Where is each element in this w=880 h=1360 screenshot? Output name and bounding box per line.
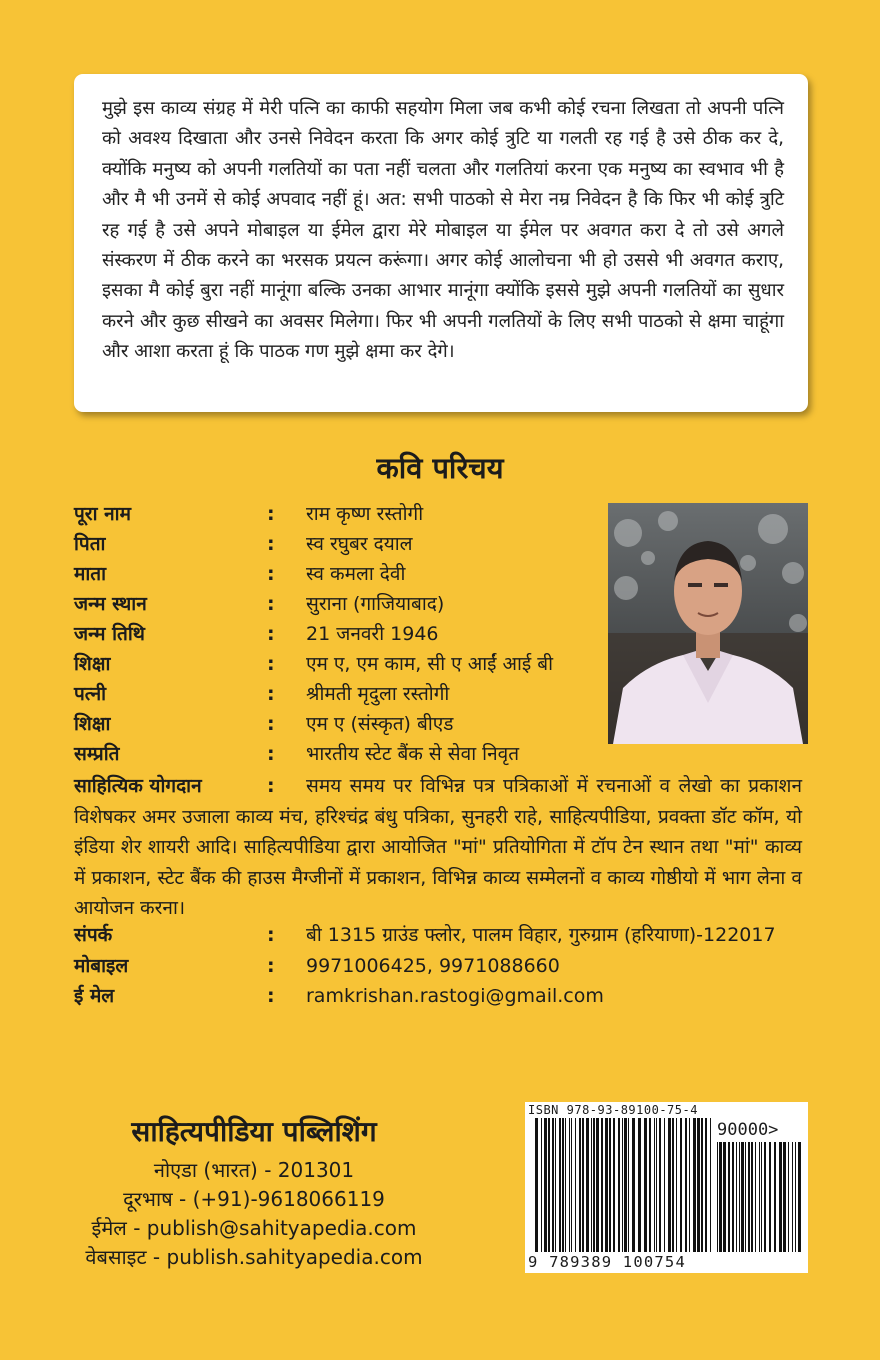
barcode-bar bbox=[689, 1118, 690, 1252]
barcode-bar bbox=[654, 1118, 655, 1252]
barcode-bar bbox=[628, 1118, 629, 1252]
barcode-bar bbox=[535, 1118, 538, 1252]
barcode-bar bbox=[659, 1118, 661, 1252]
profile-colon: : bbox=[267, 653, 275, 675]
profile-value: श्रीमती मृदुला रस्तोगी bbox=[306, 683, 450, 705]
profile-label: सम्प्रति bbox=[74, 743, 120, 765]
publisher-phone: दूरभाष - (+91)-9618066119 bbox=[123, 1187, 385, 1211]
profile-value: एम ए, एम काम, सी ए आईं आई बी bbox=[306, 653, 554, 675]
addon-bars bbox=[717, 1142, 801, 1252]
contribution-colon: : bbox=[267, 775, 275, 797]
barcode-bar bbox=[705, 1118, 707, 1252]
barcode-bar bbox=[788, 1142, 789, 1252]
barcode-bar bbox=[755, 1142, 756, 1252]
publisher-city: नोएडा (भारत) - 201301 bbox=[153, 1158, 355, 1182]
barcode-bar bbox=[593, 1118, 595, 1252]
barcode-bar bbox=[745, 1142, 746, 1252]
profile-colon: : bbox=[267, 743, 275, 765]
profile-label: माता bbox=[74, 563, 107, 585]
contact-colon: : bbox=[267, 985, 275, 1007]
contact-label: ई मेल bbox=[74, 985, 115, 1007]
barcode-bar bbox=[676, 1118, 677, 1252]
barcode-bar bbox=[672, 1118, 674, 1252]
contact-colon: : bbox=[267, 955, 275, 977]
barcode-bar bbox=[632, 1118, 635, 1252]
barcode-bar bbox=[601, 1118, 603, 1252]
barcode-bar bbox=[555, 1118, 556, 1252]
profile-value: सुराना (गाजियाबाद) bbox=[306, 593, 445, 615]
barcode-bar bbox=[565, 1118, 566, 1252]
barcode-bar bbox=[774, 1142, 776, 1252]
barcode-bar bbox=[541, 1118, 542, 1252]
barcode-bar bbox=[717, 1142, 718, 1252]
contact-label: संपर्क bbox=[74, 924, 113, 946]
intro-box bbox=[74, 74, 808, 412]
barcode-bar bbox=[644, 1118, 647, 1252]
profile-colon: : bbox=[267, 713, 275, 735]
barcode-bar bbox=[562, 1118, 564, 1252]
contribution-label: साहित्यिक योगदान bbox=[74, 775, 202, 797]
barcode-bar bbox=[579, 1118, 581, 1252]
barcode-bar bbox=[719, 1142, 722, 1252]
profile-label: जन्म तिथि bbox=[74, 623, 145, 645]
barcode-bar bbox=[680, 1118, 682, 1252]
barcode-bar bbox=[795, 1142, 796, 1252]
barcode-bar bbox=[751, 1142, 753, 1252]
profile-label: पिता bbox=[74, 533, 106, 555]
publisher-email: ईमेल - publish@sahityapedia.com bbox=[91, 1216, 417, 1240]
barcode-bar bbox=[575, 1118, 576, 1252]
barcode-bar bbox=[624, 1118, 627, 1252]
barcode-bar bbox=[769, 1142, 771, 1252]
ean-bars bbox=[535, 1118, 713, 1252]
barcode-bar bbox=[741, 1142, 744, 1252]
barcode-bar bbox=[792, 1142, 793, 1252]
barcode-bar bbox=[697, 1118, 700, 1252]
profile-colon: : bbox=[267, 593, 275, 615]
barcode-bar bbox=[748, 1142, 750, 1252]
publisher-name: साहित्यपीडिया पब्लिशिंग bbox=[131, 1115, 377, 1148]
barcode-bar bbox=[618, 1118, 620, 1252]
ean-number: 9 789389 100754 bbox=[528, 1253, 686, 1271]
barcode-bar bbox=[764, 1142, 766, 1252]
publisher-block bbox=[74, 1112, 434, 1272]
price-code: 90000> bbox=[717, 1120, 779, 1140]
barcode-bar bbox=[544, 1118, 547, 1252]
profile-colon: : bbox=[267, 503, 275, 525]
barcode-bar bbox=[569, 1118, 570, 1252]
barcode-bar bbox=[761, 1142, 762, 1252]
barcode-bar bbox=[779, 1142, 782, 1252]
barcode-bar bbox=[638, 1118, 641, 1252]
barcode-bar bbox=[710, 1118, 711, 1252]
barcode-bar bbox=[622, 1118, 623, 1252]
poet-intro-heading: कवि परिचय bbox=[376, 451, 504, 485]
publisher-website: वेबसाइट - publish.sahityapedia.com bbox=[85, 1245, 423, 1269]
barcode-bar bbox=[591, 1118, 592, 1252]
profile-label: पूरा नाम bbox=[74, 503, 131, 525]
profile-colon: : bbox=[267, 623, 275, 645]
profile-label: पत्नी bbox=[74, 683, 107, 705]
barcode-bar bbox=[685, 1118, 687, 1252]
barcode-bar bbox=[664, 1118, 665, 1252]
intro-paragraph: मुझे इस काव्य संग्रह में मेरी पत्नि का काफी सहयोग मिला जब कभी कोई रचना लिखता तो अपनी पत्नि को अवश्य दिखाता और उनसे निवेदन करता कि अगर कोई त्रुटि या गलती रह गई है उसे ठीक कर दे, क्योंकि मनुष्य को अपनी गलतियों का पता नहीं चलता और गलतियां करना एक मनुष्य का स्वभाव भी है और मै भी उनमें से कोई अपवाद नहीं हूं। अत: सभी पाठको से मेरा नम्र निवेदन है कि फिर भी कोई त्रुटि रह गई है उसे अपने मोबाइल या ईमेल द्वारा मेरे मोबाइल या ईमेल पर अवगत करा दे तो उसे अगले संस्करण में ठीक करने का भरसक प्रयत्न करूंगा। अगर कोई आलोचना भी हो उससे भी अवगत कराए, इसका मै कोई बुरा नहीं मानूंगा बल्कि उनका आभार मानूंगा क्योंकि इससे मुझे अपनी गलतियों का सुधार करने और कुछ सीखने का अवसर मिलेगा। फिर भी अपनी गलतियों के लिए सभी पाठको से क्षमा चाहूंगा और आशा करता हूं कि पाठक गण मुझे क्षमा कर देगे। bbox=[102, 98, 784, 363]
barcode-bar bbox=[586, 1118, 589, 1252]
isbn-barcode bbox=[525, 1102, 808, 1273]
barcode-bar bbox=[613, 1118, 615, 1252]
barcode-bar bbox=[728, 1142, 730, 1252]
isbn-number: ISBN 978-93-89100-75-4 bbox=[528, 1103, 698, 1117]
barcode-bar bbox=[609, 1118, 611, 1252]
barcode-bar bbox=[668, 1118, 671, 1252]
profile-label: शिक्षा bbox=[74, 713, 111, 735]
barcode-bar bbox=[701, 1118, 703, 1252]
author-photo bbox=[608, 503, 808, 744]
contact-value: बी 1315 ग्राउंड फ्लोर, पालम विहार, गुरुग्राम (हरियाणा)-122017 bbox=[306, 924, 776, 946]
profile-value: राम कृष्ण रस्तोगी bbox=[306, 503, 424, 525]
contact-colon: : bbox=[267, 924, 275, 946]
barcode-bar bbox=[559, 1118, 561, 1252]
barcode-bar bbox=[656, 1118, 657, 1252]
barcode-bar bbox=[736, 1142, 737, 1252]
contact-label: मोबाइल bbox=[74, 955, 129, 977]
profile-value: स्व कमला देवी bbox=[306, 563, 406, 585]
barcode-bar bbox=[548, 1118, 550, 1252]
profile-value: एम ए (संस्कृत) बीएड bbox=[306, 713, 454, 735]
barcode-bar bbox=[783, 1142, 786, 1252]
barcode-bar bbox=[582, 1118, 584, 1252]
barcode-bar bbox=[798, 1142, 801, 1252]
barcode-bar bbox=[739, 1142, 740, 1252]
profile-value: स्व रघुबर दयाल bbox=[306, 533, 413, 555]
barcode-bar bbox=[571, 1118, 572, 1252]
barcode-bar bbox=[596, 1118, 599, 1252]
profile-label: शिक्षा bbox=[74, 653, 111, 675]
barcode-bar bbox=[723, 1142, 726, 1252]
contact-value: 9971006425, 9971088660 bbox=[306, 955, 560, 977]
barcode-bar bbox=[649, 1118, 651, 1252]
profile-value: भारतीय स्टेट बैंक से सेवा निवृत bbox=[306, 743, 520, 765]
profile-colon: : bbox=[267, 533, 275, 555]
barcode-bar bbox=[732, 1142, 734, 1252]
contact-value: ramkrishan.rastogi@gmail.com bbox=[306, 985, 604, 1007]
profile-colon: : bbox=[267, 683, 275, 705]
barcode-bar bbox=[693, 1118, 696, 1252]
profile-label: जन्म स्थान bbox=[74, 593, 147, 615]
barcode-bar bbox=[552, 1118, 554, 1252]
profile-value: 21 जनवरी 1946 bbox=[306, 623, 439, 645]
barcode-bar bbox=[759, 1142, 760, 1252]
profile-colon: : bbox=[267, 563, 275, 585]
barcode-bar bbox=[605, 1118, 608, 1252]
contribution-text: समय समय पर विभिन्न पत्र पत्रिकाओं में रचनाओं व लेखो का प्रकाशन विशेषकर अमर उजाला काव्य मंच, हरिश्चंद्र बंधु पत्रिका, सुनहरी राहे, साहित्यपीडिया, प्रवक्ता डॉट कॉम, यो इंडिया शेर शायरी आदि। साहित्यपीडिया द्वारा आयोजित "मां" प्रतियोगिता में टॉप टेन स्थान तथा "मां" काव्य में प्रकाशन, स्टेट बैंक की हाउस मैग्जीनों में प्रकाशन, विभिन्न काव्य सम्मेलनों व काव्य गोष्ठीयो में भाग लेना व आयोजन करना। bbox=[74, 775, 802, 919]
